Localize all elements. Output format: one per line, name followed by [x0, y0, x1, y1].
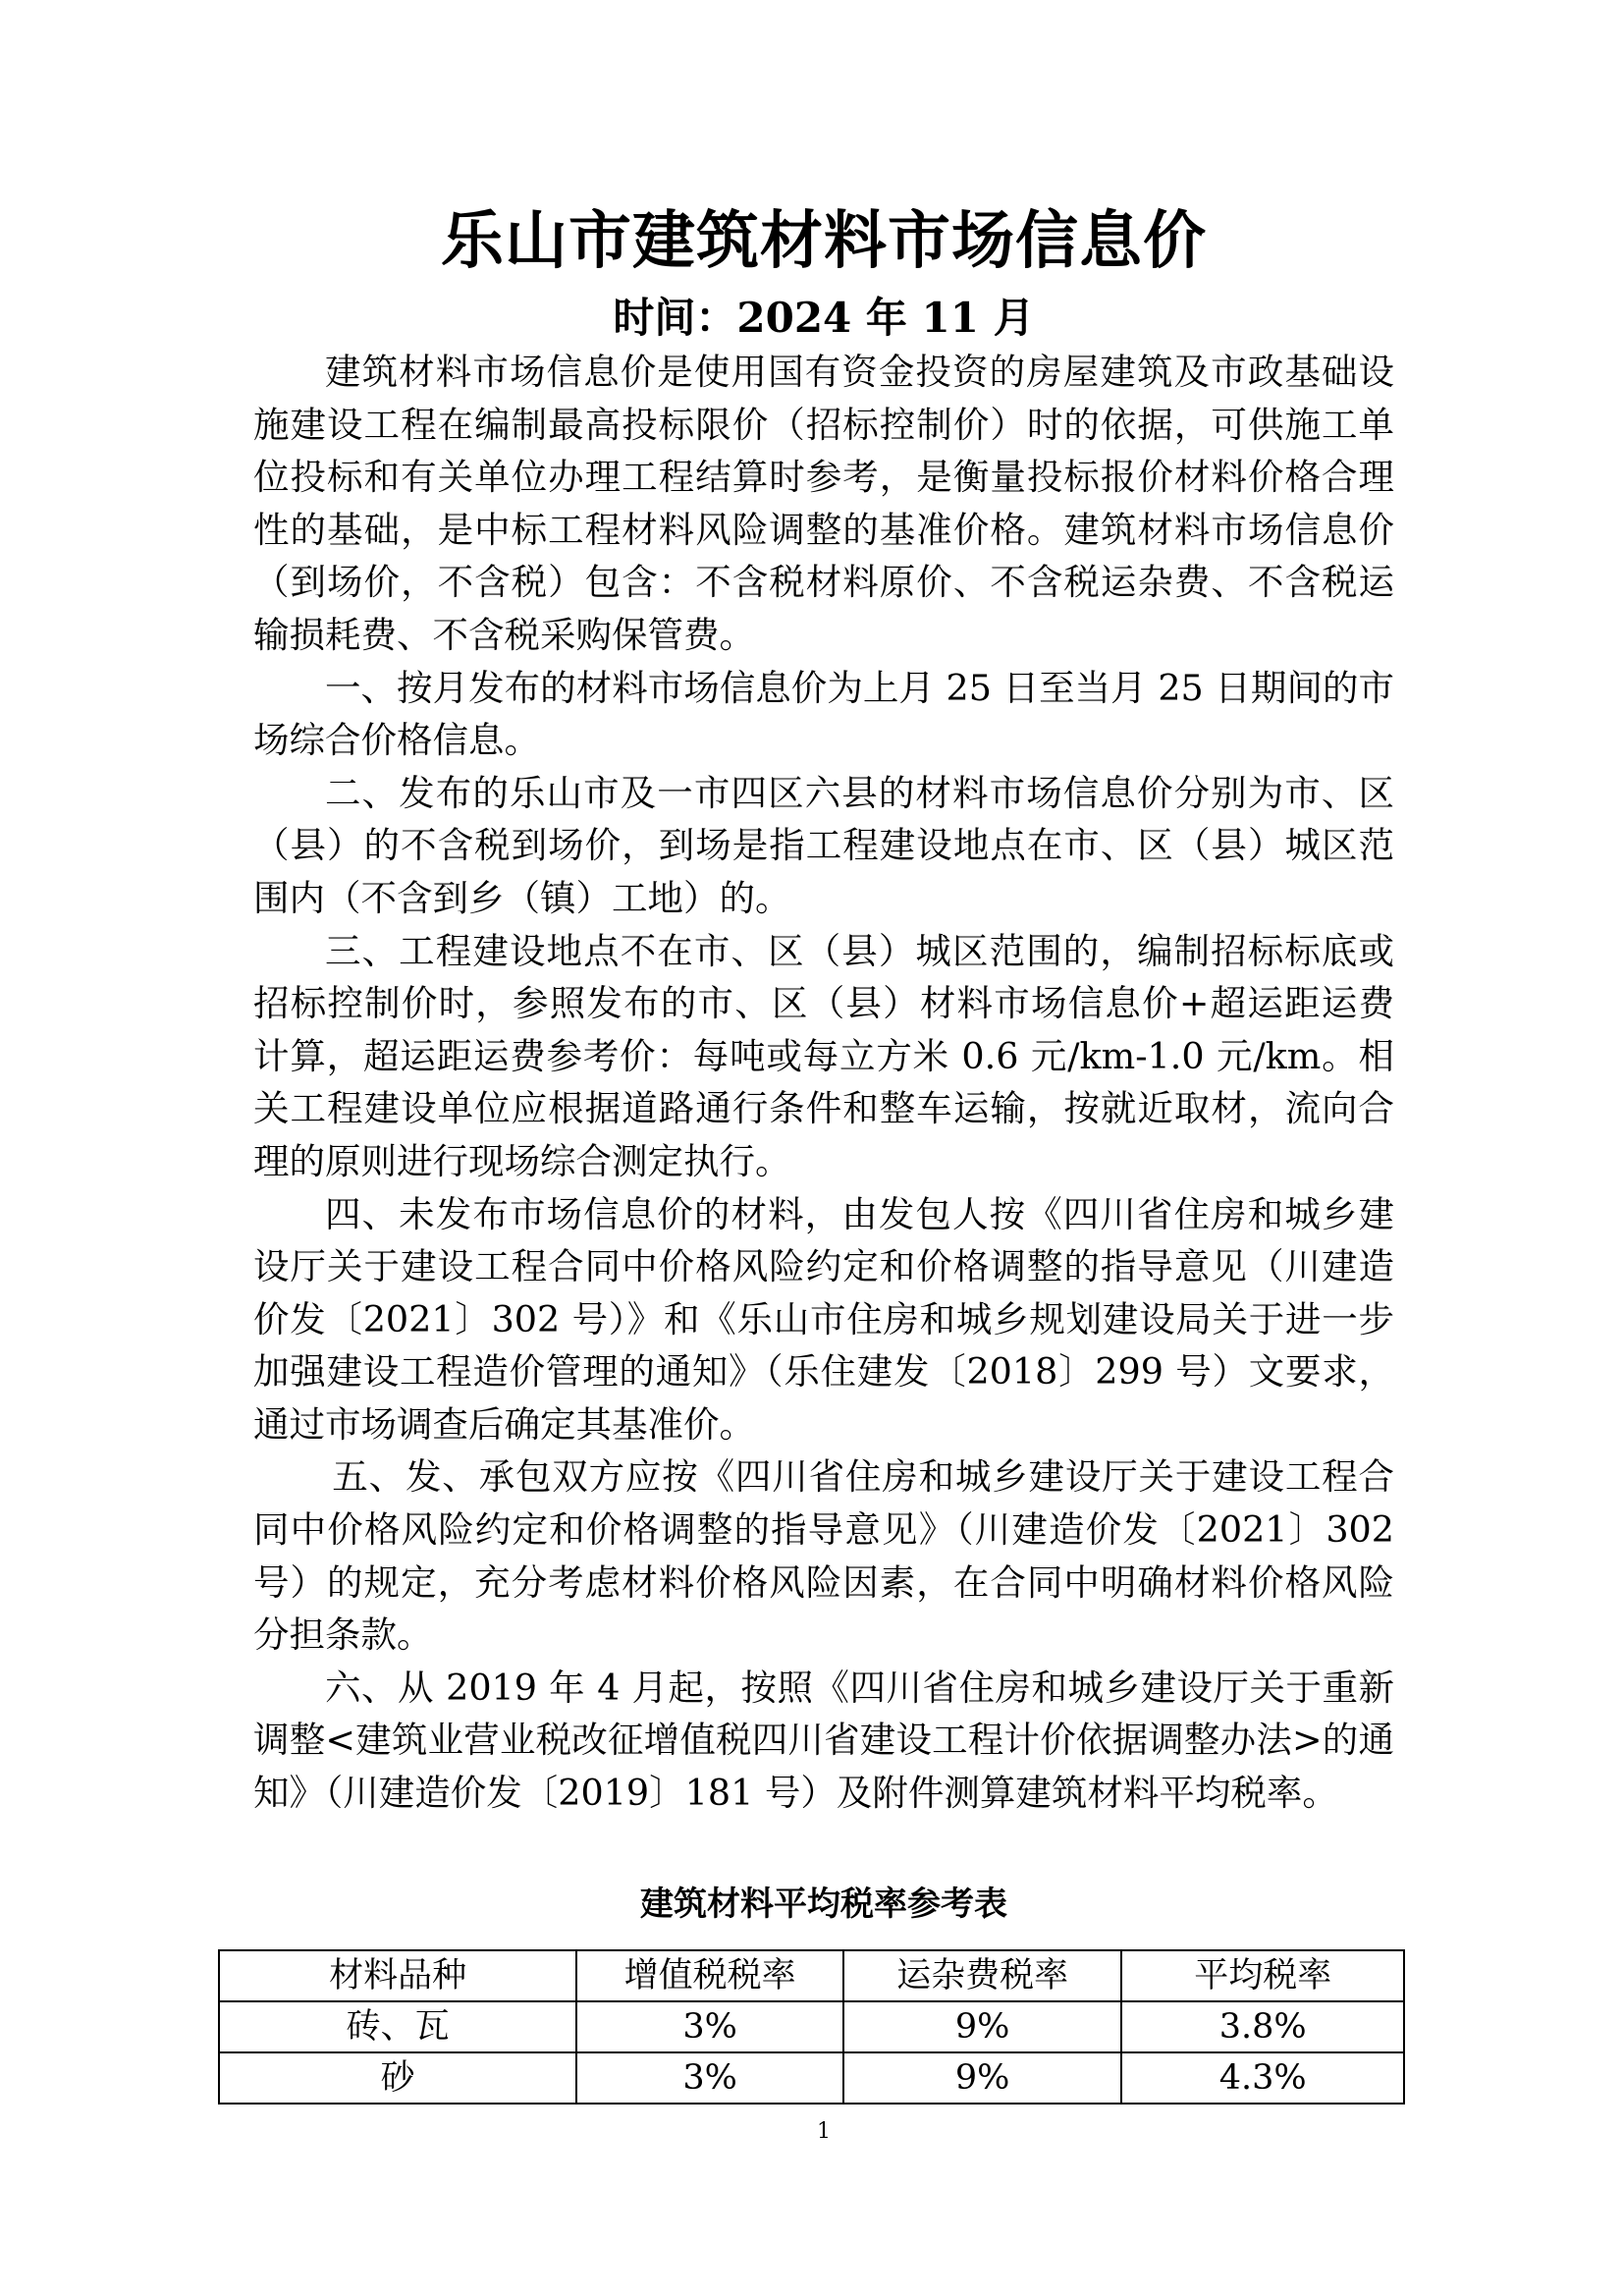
intro-paragraph: 建筑材料市场信息价是使用国有资金投资的房屋建筑及市政基础设施建设工程在编制最高投标限价（招标控制价）时的依据，可供施工单位投标和有关单位办理工程结算时参考，是衡量投标报价材料价格合理性的基础，是中标工程材料风险调整的基准价格。建筑材料市场信息价（到场价，不含税）包含：不含税材料原价、不含税运杂费、不含税运输损耗费、不含税采购保管费。 [253, 351, 1394, 656]
header-average-rate: 平均税率 [1121, 1950, 1404, 2001]
document-title: 乐山市建筑材料市场信息价 [441, 205, 1207, 278]
table-cell: 3% [576, 2052, 843, 2104]
clause-6-paragraph: 六、从 2019 年 4 月起，按照《四川省住房和城乡建设厅关于重新调整<建筑业营业税改征增值税四川省建设工程计价依据调整办法>的通知》（川建造价发〔2019〕181 号）及附件测算建筑材料平均税率。 [253, 1666, 1394, 1815]
header-material-type: 材料品种 [219, 1950, 576, 2001]
document-body [253, 346, 1394, 1820]
table-cell: 9% [843, 2001, 1122, 2052]
tax-rate-table [218, 1949, 1405, 2105]
clause-2-paragraph: 二、发布的乐山市及一市四区六县的材料市场信息价分别为市、区（县）的不含税到场价，到场是指工程建设地点在市、区（县）城区范围内（不含到乡（镇）工地）的。 [253, 771, 1394, 919]
table-header-row [219, 1950, 1404, 2001]
table-row [219, 2001, 1404, 2052]
header-freight-tax-rate: 运杂费税率 [843, 1950, 1122, 2001]
header-vat-rate: 增值税税率 [576, 1950, 843, 2001]
clause-5-paragraph: 五、发、承包双方应按《四川省住房和城乡建设厅关于建设工程合同中价格风险约定和价格调整的指导意见》（川建造价发〔2021〕302 号）的规定，充分考虑材料价格风险因素，在合同中明确材料价格风险分担条款。 [253, 1455, 1394, 1657]
table-cell: 砖、瓦 [219, 2001, 576, 2052]
table-row [219, 2052, 1404, 2104]
table-cell: 3% [576, 2001, 843, 2052]
table-cell: 4.3% [1121, 2052, 1404, 2104]
table-cell: 砂 [219, 2052, 576, 2104]
table-cell: 3.8% [1121, 2001, 1404, 2052]
document-date: 时间：2024 年 11 月 [613, 294, 1035, 342]
table-caption: 建筑材料平均税率参考表 [640, 1885, 1007, 1924]
table-cell: 9% [843, 2052, 1122, 2104]
clause-4-paragraph: 四、未发布市场信息价的材料，由发包人按《四川省住房和城乡建设厅关于建设工程合同中价格风险约定和价格调整的指导意见（川建造价发〔2021〕302 号）》和《乐山市住房和城乡规划建设局关于进一步加强建设工程造价管理的通知》（乐住建发〔2018〕299 号）文要求，通过市场调查后确定其基准价。 [253, 1192, 1394, 1446]
page-number: 1 [817, 2119, 831, 2144]
clause-3-paragraph: 三、工程建设地点不在市、区（县）城区范围的，编制招标标底或招标控制价时，参照发布的市、区（县）材料市场信息价+超运距运费计算，超运距运费参考价：每吨或每立方米 0.6 元/km-1.0 元/km。相关工程建设单位应根据道路通行条件和整车运输，按就近取材，流向合理的原则进行现场综合测定执行。 [253, 929, 1394, 1182]
clause-1-paragraph: 一、按月发布的材料市场信息价为上月 25 日至当月 25 日期间的市场综合价格信息。 [253, 666, 1394, 762]
